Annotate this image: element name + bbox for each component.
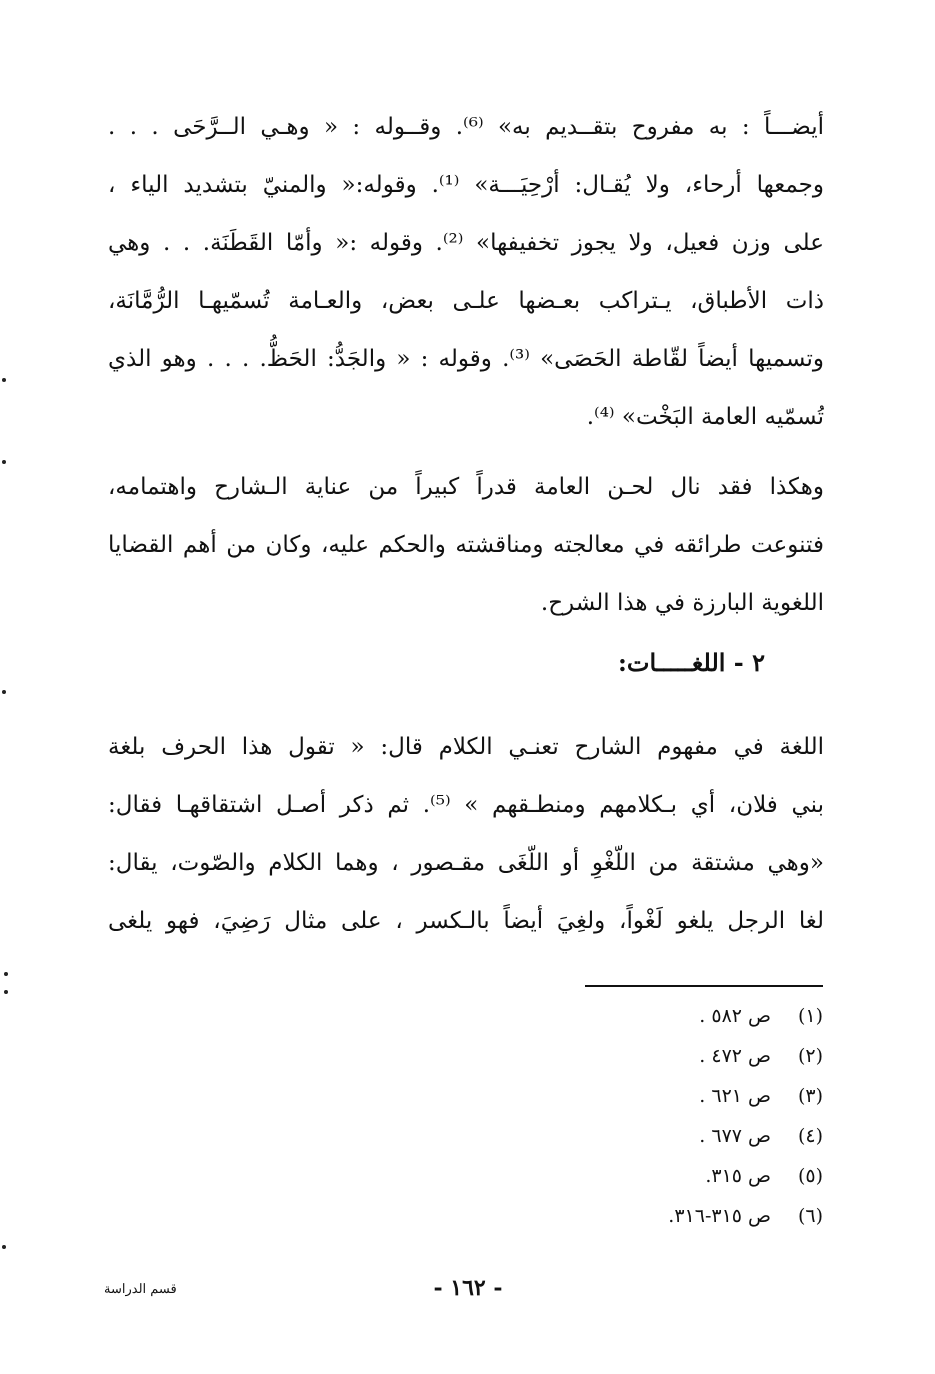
text-line: بني فلان، أي بـكلامهم ومنطـقهم » ⁽⁵⁾. ثم ذكر أصـل اشتقاقهـا فقال:: [108, 792, 824, 818]
text-line: اللغة في مفهوم الشارح تعنـي الكلام قال: « تقول هذا الحرف بلغة: [108, 734, 824, 760]
paragraph-1: [108, 98, 824, 446]
footnote-item: [563, 1076, 823, 1116]
text-line: اللغوية البارزة في هذا الشرح.: [540, 590, 824, 616]
footnote-number: (٦): [797, 1205, 823, 1227]
text-line: وتسميها أيضاً لقّاطة الحَصَى» ⁽³⁾. وقوله : « والجَدُّ: الحَظُّ. . . . وهو الذي: [108, 346, 824, 372]
footnote-number: (٥): [797, 1165, 823, 1187]
footnote-item: [563, 1036, 823, 1076]
footnote-item: [563, 1116, 823, 1156]
footnote-text: ص ٣١٥-٣١٦.: [668, 1205, 771, 1227]
text-line: وهكذا فقد نال لحـن العامة قدراً كبيراً من عناية الـشارح واهتمامه،: [108, 474, 824, 500]
text-line: «وهي مشتقة من اللّغْوِ أو اللّغَى مقـصور ، وهما الكلام والصّوت، يقال:: [108, 850, 824, 876]
text-line: تُسمّيه العامة البَخْت» ⁽⁴⁾.: [586, 404, 824, 430]
text-line: أيضـــاً : به مفروح بتقــديم به» ⁽⁶⁾. وقــوله : « وهـي الــرَّحَى . . .: [108, 114, 824, 140]
footnote-text: ص ٤٧٢ .: [699, 1045, 771, 1067]
text-line: لغا الرجل يلغو لَغْواً، ولغِيَ أيضاً بالـكسر ، على مثال رَضِيَ، فهو يلغى: [108, 908, 824, 934]
footnote-text: ص ٦٢١ .: [699, 1085, 771, 1107]
paragraph-2: [108, 458, 824, 632]
scan-speck: [2, 378, 6, 382]
footnote-text: ص ٣١٥.: [705, 1165, 771, 1187]
footnote-number: (٣): [797, 1085, 823, 1107]
running-footer: قسم الدراسة: [104, 1282, 177, 1297]
footnote-text: ص ٥٨٢ .: [699, 1005, 771, 1027]
paragraph-3: [108, 718, 824, 950]
scan-speck: [2, 690, 6, 694]
footnote-number: (٤): [797, 1125, 823, 1147]
text-line: على وزن فعيل، ولا يجوز تخفيفها» ⁽²⁾. وقوله :« وأمّا القَطَنَة. . . وهي: [108, 230, 824, 256]
footnote-item: [563, 1156, 823, 1196]
scan-speck: [4, 972, 8, 976]
text-line: وجمعها أرحاء، ولا يُقـال: أرْحِيَـــة» ⁽¹⁾. وقوله:« والمنيّ بتشديد الياء ،: [108, 172, 824, 198]
page-number: - ١٦٢ -: [433, 1275, 503, 1301]
footnote-separator: [585, 985, 823, 987]
text-line: ذات الأطباق، يـتراكب بعـضها علـى بعض، والعـامة تُسمّيهـا الرُّمَّانَة،: [108, 288, 824, 314]
section-heading: ٢ - اللغـــــات:: [618, 648, 765, 677]
footnote-item: [563, 996, 823, 1036]
scan-speck: [2, 1245, 6, 1249]
footnote-text: ص ٦٧٧ .: [699, 1125, 771, 1147]
footnotes: [563, 996, 823, 1236]
scan-speck: [4, 990, 8, 994]
scan-speck: [2, 460, 6, 464]
footnote-number: (٢): [797, 1045, 823, 1067]
footnote-number: (١): [797, 1005, 823, 1027]
text-line: فتنوعت طرائقه في معالجته ومناقشته والحكم عليه، وكان من أهم القضايا: [108, 532, 824, 558]
footnote-item: [563, 1196, 823, 1236]
